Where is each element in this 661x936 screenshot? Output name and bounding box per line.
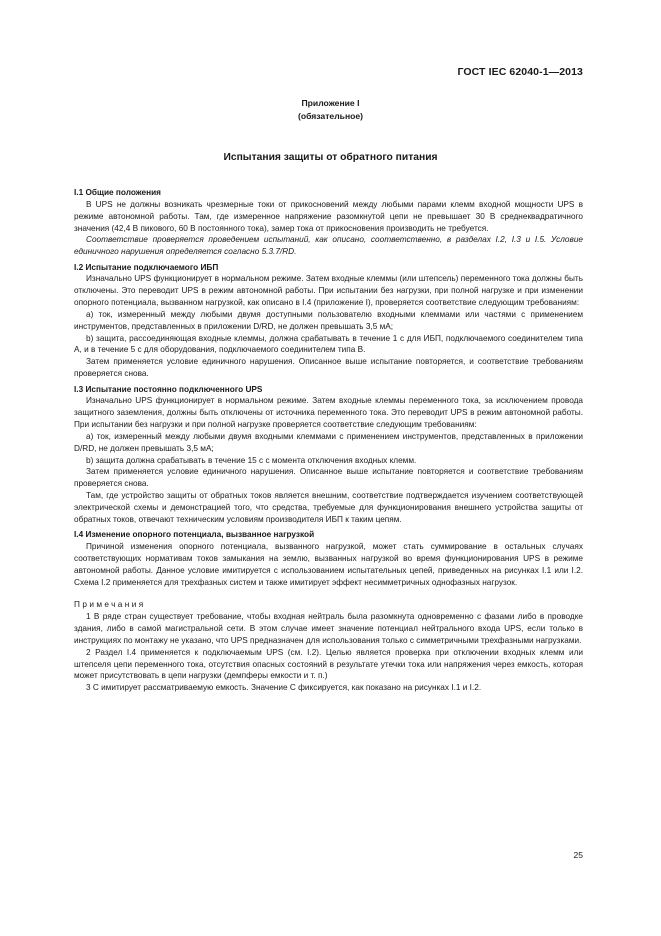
note-2: 2 Раздел I.4 применяется к подключаемым UPS (см. I.2). Целью является проверка при отключении входных клемм или штепселя цепи переменного тока, отсутствия опасных состояний в результате утечки тока или напряжения через емкость, которая может присутствовать в цепи нагрузки (демпферы емкости и т. п.) bbox=[74, 647, 583, 681]
appendix-title: Приложение I bbox=[301, 98, 360, 108]
list-item-a: a) ток, измеренный между любыми двумя входными клеммами с применением инструментов, представленных в приложении D/RD, не должен превышать 3,5 мА; bbox=[74, 431, 583, 453]
section-heading-i3: I.3 Испытание постоянно подключенного UPS bbox=[74, 384, 263, 394]
paragraph-compliance: Соответствие проверяется проведением испытаний, как описано, соответственно, в разделах I.2, I.3 и I.5. Условие единичного нарушения определяется согласно 5.3.7/RD. bbox=[74, 235, 583, 257]
paragraph: Затем применяется условие единичного нарушения. Описанное выше испытание повторяется и соответствие требованиям проверяется снова. bbox=[74, 467, 583, 489]
section-heading-i4: I.4 Изменение опорного потенциала, вызванное нагрузкой bbox=[74, 530, 315, 540]
note-3: 3 С имитирует рассматриваемую емкость. Значение С фиксируется, как показано на рисунках I.1 и I.2. bbox=[86, 683, 482, 693]
main-title: Испытания защиты от обратного питания bbox=[223, 152, 438, 163]
page-number: 25 bbox=[573, 850, 583, 860]
paragraph: Причиной изменения опорного потенциала, вызванного нагрузкой, может стать суммирование в остальных случаях соответствующих нормативам токов замыкания на землю, вызванных нагрузкой во время функционирования UPS в режиме автономной работы. Данное условие имитируется с использованием испытательных цепей, приведенных на рисунках I.1 или I.2. Схема I.2 применяется для трехфазных систем и также имитирует эффект несимметричных однофазных нагрузок. bbox=[74, 541, 583, 587]
document-body bbox=[74, 187, 583, 694]
document-code: ГОСТ IEC 62040-1—2013 bbox=[457, 66, 583, 78]
section-heading-i1: I.1 Общие положения bbox=[74, 188, 161, 197]
paragraph: Изначально UPS функционирует в нормальном режиме. Затем входные клеммы переменного тока, за исключением провода защитного заземления, должны быть отключены от источника переменного тока. Это переводит UPS в режим автономной работы. При испытании без нагрузки и при полной нагрузке проверяется соответствие следующим требованиям: bbox=[74, 396, 583, 430]
paragraph: Там, где устройство защиты от обратных токов является внешним, соответствие подтверждается изучением соответствующей электрической схемы и демонстрацией того, что средства, требуемые для функционирования внешнего устройства защиты от обратных токов, отвечают техническим условиям производителя ИБП к таким цепям. bbox=[74, 491, 583, 524]
notes-heading: Примечания bbox=[74, 600, 146, 610]
section-heading-i2: I.2 Испытание подключаемого ИБП bbox=[74, 262, 219, 272]
list-item-b: b) защита, рассоединяющая входные клеммы, должна срабатывать в течение 1 с для ИБП, подключаемого соединителем типа А, и в течение 5 с для оборудования, подключаемого соединителем типа В. bbox=[74, 333, 583, 355]
appendix-type: (обязательное) bbox=[297, 110, 364, 121]
list-item-b: b) защита должна срабатывать в течение 15 с с момента отключения входных клемм. bbox=[86, 455, 417, 465]
paragraph: Затем применяется условие единичного нарушения. Описанное выше испытание повторяется, и соответствие требованиям проверяется снова. bbox=[74, 357, 583, 379]
paragraph: Изначально UPS функционирует в нормальном режиме. Затем входные клеммы (или штепсель) переменного тока должны быть отключены. Это переводит UPS в режим автономной работы. При испытании без нагрузки, при полной нагрузке и при изменении опорного потенциала, вызванном нагрузкой, как описано в I.4 (приложение I), проверяется соответствие следующим требованиям: bbox=[74, 274, 583, 308]
paragraph: В UPS не должны возникать чрезмерные токи от прикосновений между любыми парами клемм входной мощности UPS в режиме автономной работы. Там, где измеренное напряжение разомкнутой цепи не превышает 30 В среднеквадратичного значения (42,4 В пикового, 60 В постоянного тока), замер тока от прикосновения производить не требуется. bbox=[74, 199, 583, 233]
appendix-heading bbox=[0, 97, 661, 122]
list-item-a: a) ток, измеренный между любыми двумя доступными пользователю входными клеммами или частями с применением инструментов, представленных в приложении D/RD, не должен превышать 3,5 мА; bbox=[74, 309, 583, 331]
note-1: 1 В ряде стран существует требование, чтобы входная нейтраль была разомкнута одновременно с фазами либо в проводке здания, либо в самой магистральной сети. В этом случае имеет значение потенциал нейтрального входа UPS, если только в инструкциях по монтажу не указано, что UPS предназначен для использования только с симметричными трехфазными нагрузками. bbox=[74, 612, 583, 645]
